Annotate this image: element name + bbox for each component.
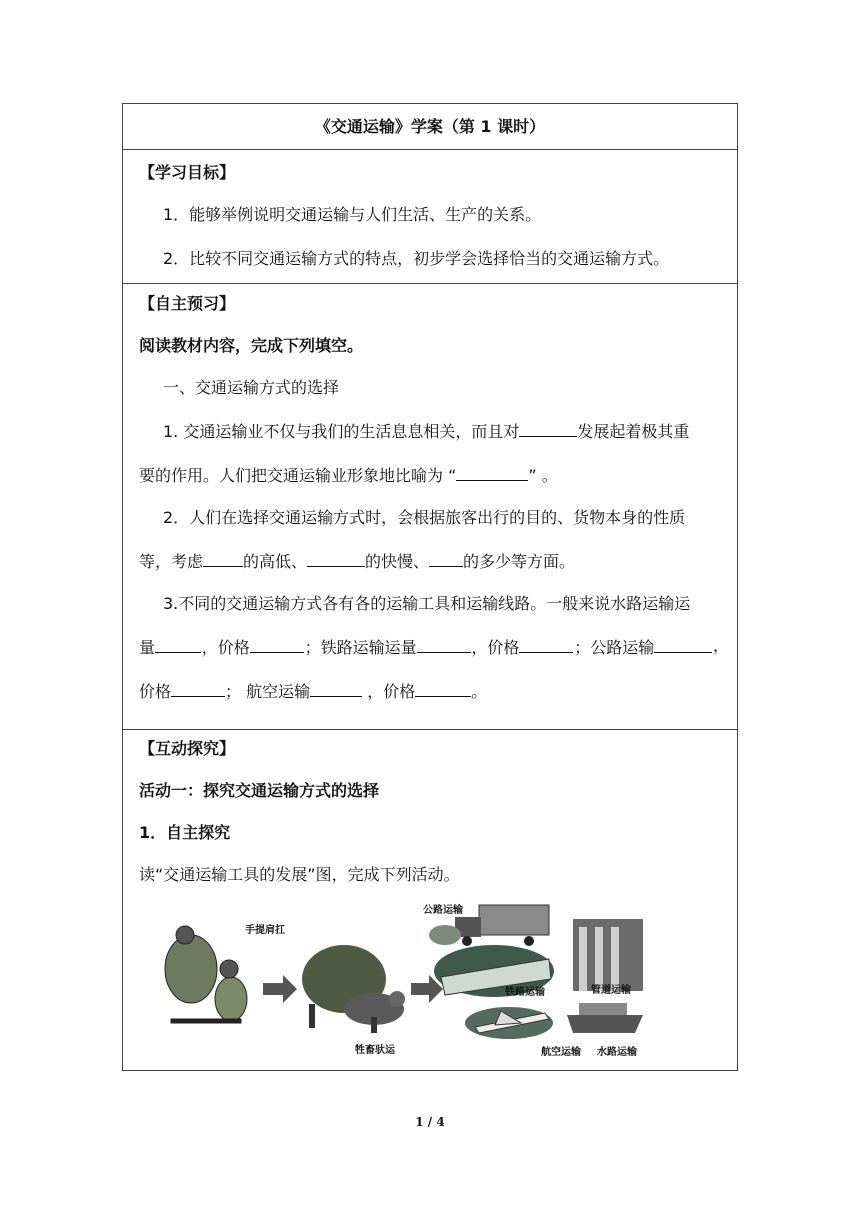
- worksheet-table: [122, 103, 738, 1071]
- label-air: 航空运输: [541, 1047, 581, 1058]
- objectives-section: [123, 150, 738, 284]
- label-water: 水路运输: [597, 1047, 637, 1058]
- q3-text: 价格: [139, 682, 172, 701]
- explore-heading: 【互动探究】: [139, 739, 236, 758]
- objectives-heading: 【学习目标】: [139, 163, 236, 182]
- q3-text: ，价格: [471, 638, 520, 657]
- preview-heading: 【自主预习】: [139, 294, 236, 313]
- q1-text-d: ” 。: [528, 466, 558, 485]
- question-3-line-2: [139, 636, 729, 658]
- label-carry: 手提肩扛: [245, 925, 285, 936]
- q2-text-b: 等，考虑: [139, 552, 204, 571]
- explore-section: [123, 730, 738, 1071]
- label-rail: 铁路运输: [505, 987, 545, 998]
- q2-text-d: 的快慢、: [365, 552, 430, 571]
- animal-illustration: [302, 945, 405, 1033]
- objective-item: 1．能够举例说明交通运输与人们生活、生产的关系。: [163, 205, 542, 224]
- q3-text: 量: [139, 638, 156, 657]
- transport-development-figure: [149, 899, 649, 1059]
- q3-text: ； 航空运输: [225, 682, 311, 701]
- question-1-line-2: [139, 464, 729, 486]
- answer-blank[interactable]: [250, 636, 304, 653]
- title-cell: [123, 104, 738, 150]
- step-title: 1．自主探究: [139, 823, 231, 842]
- objective-item: 2．比较不同交通运输方式的特点，初步学会选择恰当的交通运输方式。: [163, 249, 670, 268]
- question-1-line-1: [139, 420, 729, 442]
- answer-blank[interactable]: [310, 680, 362, 697]
- label-animal: 牲畜驮运: [355, 1045, 395, 1056]
- carry-illustration: [165, 926, 247, 1023]
- q3-text: 。: [471, 682, 488, 701]
- q1-text-a: 1. 交通运输业不仅与我们的生活息息相关，而且对: [163, 422, 520, 441]
- q2-text-e: 的多少等方面。: [463, 552, 576, 571]
- answer-blank[interactable]: [456, 464, 528, 481]
- answer-blank[interactable]: [171, 680, 225, 697]
- page-number: 1 / 4: [415, 1115, 445, 1129]
- answer-blank[interactable]: [155, 636, 201, 653]
- answer-blank[interactable]: [519, 420, 577, 437]
- preview-section: [123, 284, 738, 730]
- answer-blank[interactable]: [654, 636, 712, 653]
- answer-blank[interactable]: [307, 550, 365, 567]
- preview-subheading: 一、交通运输方式的选择: [163, 378, 340, 397]
- q3-text: ，: [712, 636, 729, 655]
- answer-blank[interactable]: [203, 550, 243, 567]
- transport-illustration: [149, 899, 649, 1059]
- explore-instruction: 读“交通运输工具的发展”图，完成下列活动。: [139, 865, 460, 884]
- answer-blank[interactable]: [519, 636, 573, 653]
- label-pipe: 管道运输: [591, 985, 631, 996]
- q3-text: ；公路运输: [574, 638, 655, 657]
- activity-title: 活动一：探究交通运输方式的选择: [139, 781, 380, 800]
- question-3-line-3: [139, 680, 729, 702]
- plane-illustration: [465, 1007, 553, 1039]
- ship-illustration: [567, 1003, 643, 1033]
- q2-text-c: 的高低、: [243, 552, 308, 571]
- question-3-line-1: 3.不同的交通运输方式各有各的运输工具和运输线路。一般来说水路运输运: [163, 594, 691, 613]
- document-title: 《交通运输》学案（第 1 课时）: [314, 117, 546, 136]
- arrow-icon: [263, 975, 297, 1003]
- answer-blank[interactable]: [415, 680, 471, 697]
- q1-text-b: 发展起着极其重: [577, 422, 690, 441]
- q3-text: ，价格: [362, 682, 416, 701]
- q3-text: ；铁路运输运量: [304, 638, 417, 657]
- preview-instruction: 阅读教材内容，完成下列填空。: [139, 336, 364, 355]
- question-2-line-2: [139, 550, 729, 572]
- q3-text: ，价格: [201, 638, 250, 657]
- label-road: 公路运输: [423, 905, 463, 916]
- question-2-line-1: 2．人们在选择交通运输方式时，会根据旅客出行的目的、货物本身的性质: [163, 508, 686, 527]
- answer-blank[interactable]: [429, 550, 463, 567]
- answer-blank[interactable]: [417, 636, 471, 653]
- q1-text-c: 要的作用。人们把交通运输业形象地比喻为 “: [139, 466, 457, 485]
